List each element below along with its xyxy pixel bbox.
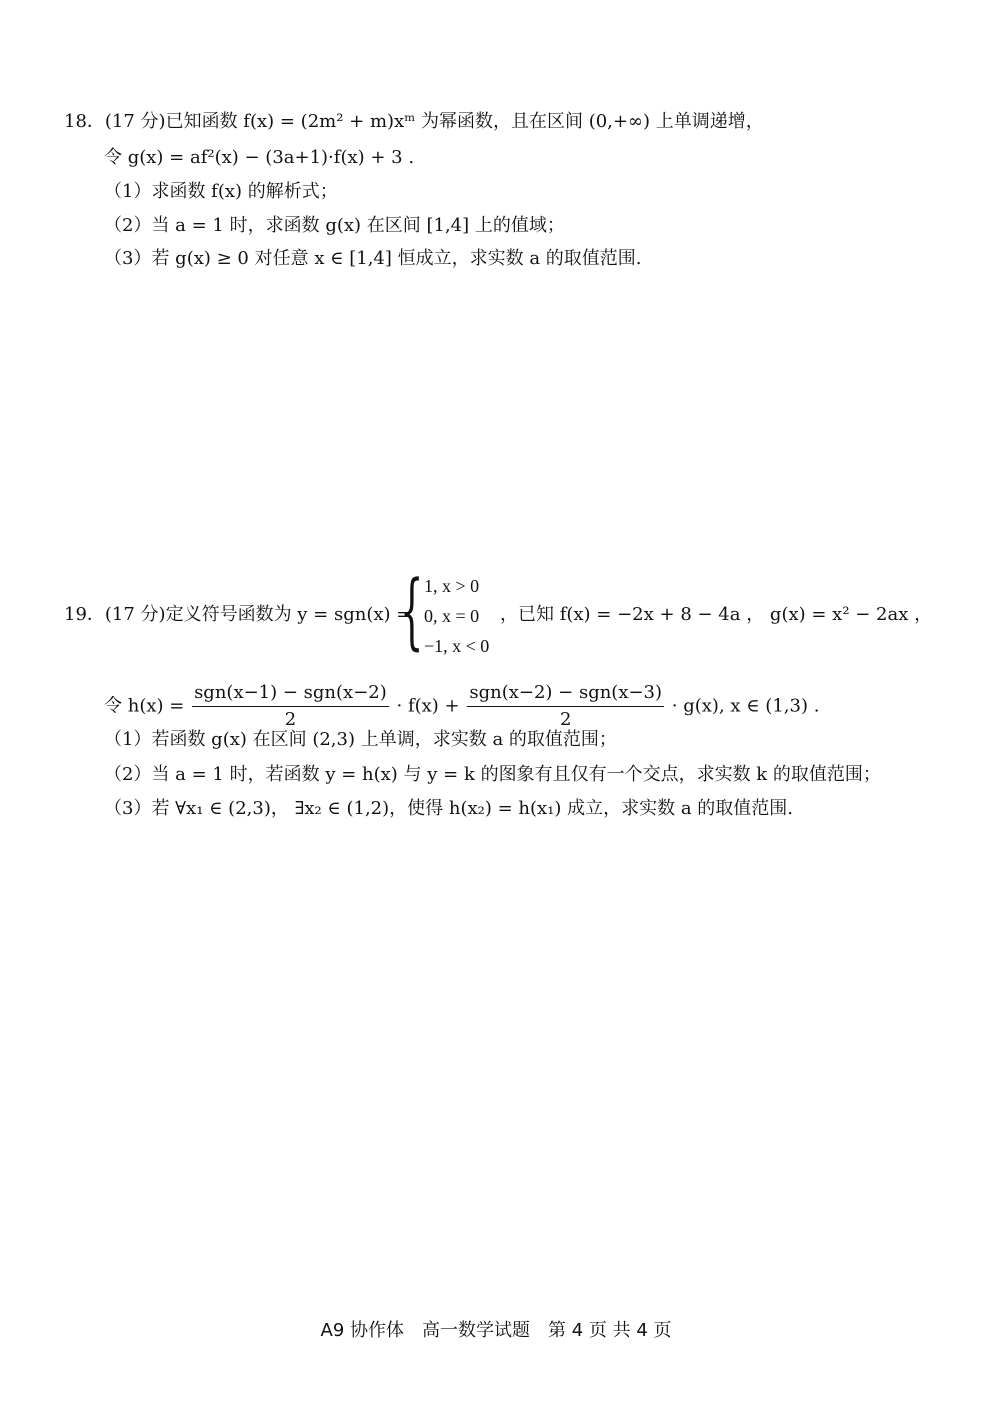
fraction-1-denominator: 2 xyxy=(284,709,297,730)
h-def-suffix: · g(x), x ∈ (1,3) . xyxy=(671,695,820,717)
case-positive: 1, x > 0 xyxy=(424,576,480,596)
q18-part3: （3）若 g(x) ≥ 0 对任意 x ∈ [1,4] 恒成立，求实数 a 的取值范围. xyxy=(104,248,642,269)
q18-stem-line1: 18．(17 分)已知函数 f(x) = (2m² + m)xᵐ 为幂函数，且在区间 (0,+∞) 上单调递增， xyxy=(64,111,764,132)
fraction-1-numerator: sgn(x−1) − sgn(x−2) xyxy=(192,680,389,707)
q19-part2: （2）当 a = 1 时，若函数 y = h(x) 与 y = k 的图象有且仅有一个交点，求实数 k 的取值范围； xyxy=(104,764,881,785)
case-zero: 0, x = 0 xyxy=(424,606,480,626)
fraction-1 xyxy=(192,680,389,733)
q18-part1: （1）求函数 f(x) 的解析式； xyxy=(104,181,338,202)
sgn-piecewise-definition xyxy=(400,564,505,659)
h-def-prefix: 令 h(x) = xyxy=(104,695,185,717)
page-footer: A9 协作体 高一数学试题 第 4 页 共 4 页 xyxy=(320,1320,672,1341)
q19-stem-suffix: ，已知 f(x) = −2x + 8 − 4a ， g(x) = x² − 2ax ， xyxy=(500,604,933,625)
left-brace: { xyxy=(400,564,424,659)
q19-h-definition xyxy=(104,680,819,733)
case-negative: −1, x < 0 xyxy=(424,636,490,656)
fraction-2-denominator: 2 xyxy=(559,709,572,730)
q19-stem-prefix: 19．(17 分)定义符号函数为 y = sgn(x) = xyxy=(64,604,412,625)
q19-part3: （3）若 ∀x₁ ∈ (2,3)， ∃x₂ ∈ (1,2)，使得 h(x₂) = h(x₁) 成立，求实数 a 的取值范围. xyxy=(104,798,794,819)
h-def-middle: · f(x) + xyxy=(396,695,460,717)
q18-stem-line2: 令 g(x) = af²(x) − (3a+1)·f(x) + 3 . xyxy=(104,147,415,168)
q19-part1: （1）若函数 g(x) 在区间 (2,3) 上单调，求实数 a 的取值范围； xyxy=(104,729,617,750)
q18-part2: （2）当 a = 1 时，求函数 g(x) 在区间 [1,4] 上的值域； xyxy=(104,215,565,236)
fraction-2-numerator: sgn(x−2) − sgn(x−3) xyxy=(467,680,664,707)
fraction-2 xyxy=(467,680,664,733)
